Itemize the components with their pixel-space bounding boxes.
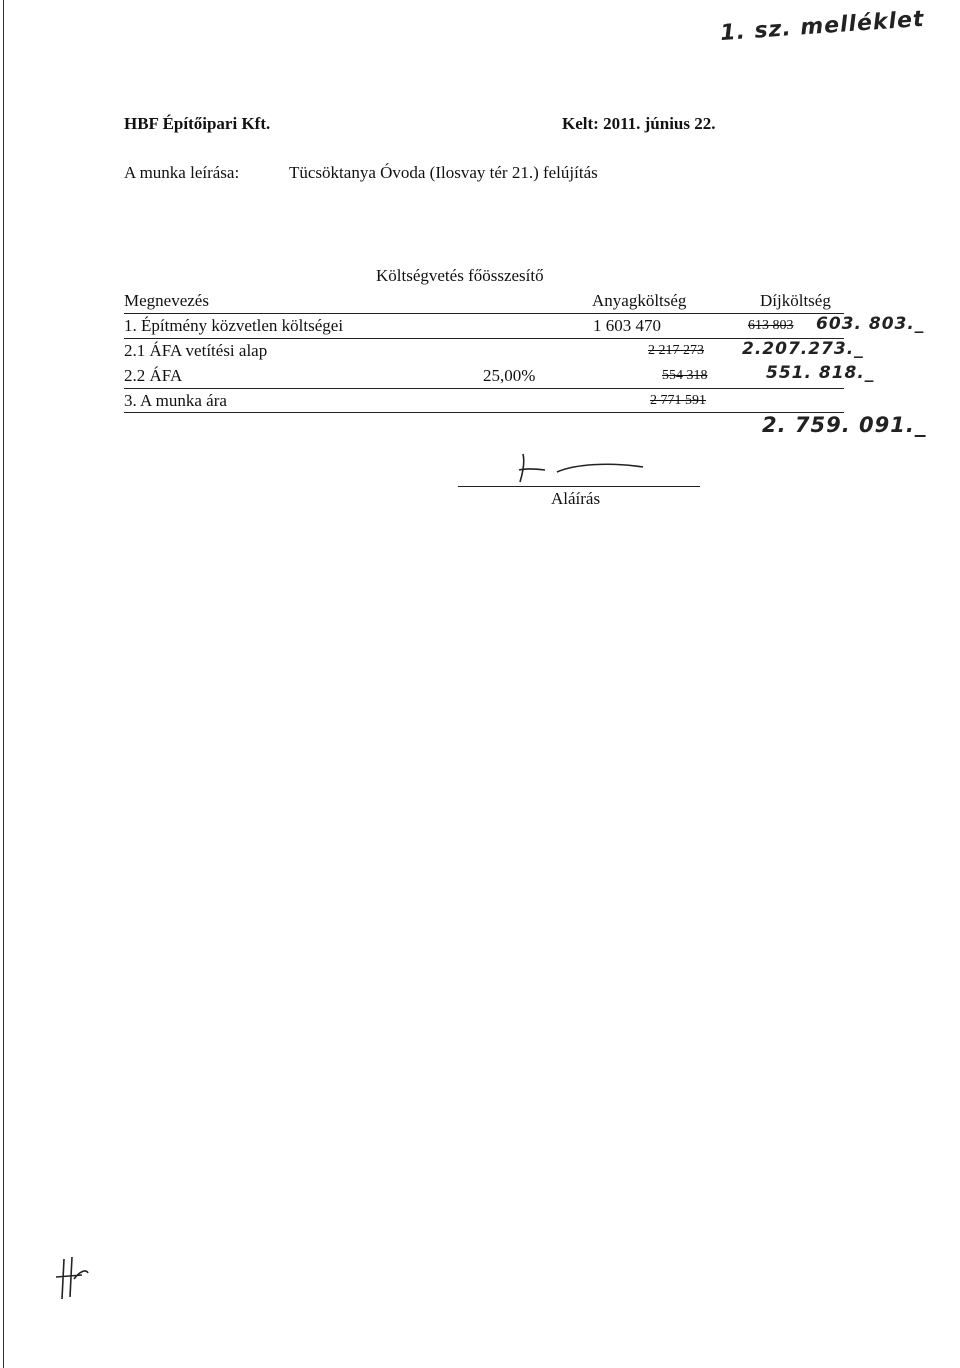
row-fee-handwritten: 551. 818._ bbox=[766, 363, 875, 383]
work-label: A munka leírása: bbox=[124, 163, 240, 182]
column-header-name: Megnevezés bbox=[124, 291, 209, 310]
row-fee-struck: 2 217 273 bbox=[648, 343, 704, 358]
column-header-fee: Díjköltség bbox=[760, 291, 831, 310]
work-description: Tücsöktanya Óvoda (Ilosvay tér 21.) felújítás bbox=[289, 163, 598, 182]
table-rule bbox=[124, 412, 844, 413]
table-rule bbox=[124, 313, 844, 314]
column-header-material: Anyagköltség bbox=[592, 291, 687, 310]
company-name: HBF Építőipari Kft. bbox=[124, 114, 271, 133]
table-rule bbox=[124, 338, 844, 339]
page-edge-line bbox=[3, 0, 4, 1368]
row-name: 2.1 ÁFA vetítési alap bbox=[124, 341, 268, 360]
signature-scribble bbox=[515, 452, 655, 486]
row-fee-handwritten: 2.207.273._ bbox=[742, 339, 864, 359]
row-name: 2.2 ÁFA bbox=[124, 366, 183, 385]
signature-line bbox=[458, 486, 700, 487]
row-fee-struck: 2 771 591 bbox=[650, 393, 706, 408]
initials-mark bbox=[52, 1255, 92, 1301]
row-name: 1. Építmény közvetlen költségei bbox=[124, 316, 344, 335]
row-fee-struck: 554 318 bbox=[662, 368, 708, 383]
row-name: 3. A munka ára bbox=[124, 391, 227, 410]
document-date: Kelt: 2011. június 22. bbox=[562, 114, 716, 133]
table-rule bbox=[124, 388, 844, 389]
table-title: Költségvetés főösszesítő bbox=[376, 266, 544, 285]
row-material: 1 603 470 bbox=[593, 316, 661, 335]
row-fee-struck: 613 803 bbox=[748, 318, 794, 333]
total-handwritten: 2. 759. 091._ bbox=[762, 413, 927, 437]
signature-label: Aláírás bbox=[551, 489, 601, 508]
row-rate: 25,00% bbox=[483, 366, 536, 385]
annex-note: 1. sz. melléklet bbox=[719, 6, 926, 47]
row-fee-handwritten: 603. 803._ bbox=[816, 314, 925, 334]
